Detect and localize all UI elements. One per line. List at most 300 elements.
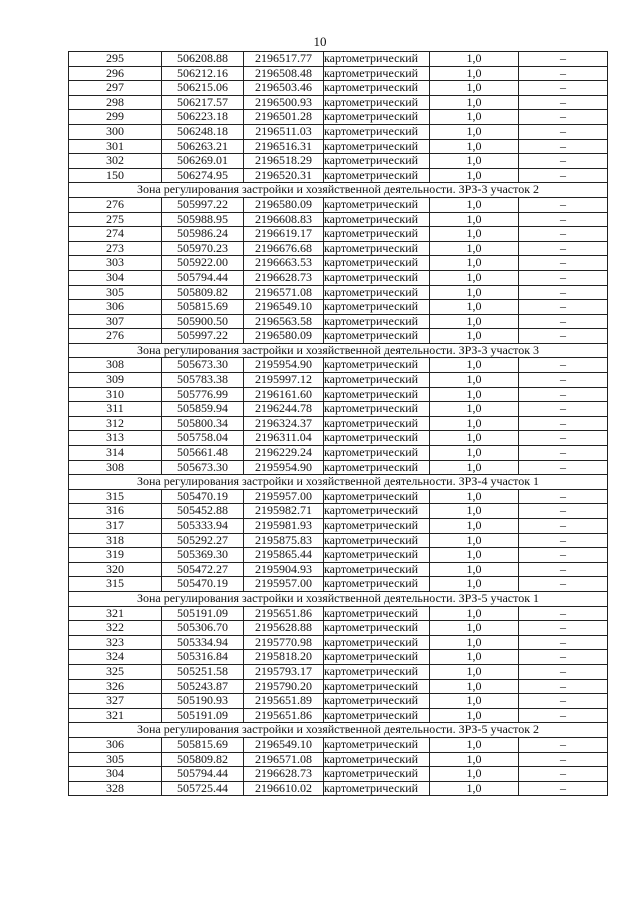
y-coordinate-cell: 2195954.90	[244, 358, 324, 373]
point-number-cell: 319	[69, 548, 162, 563]
accuracy-cell: 1,0	[430, 431, 519, 446]
accuracy-cell: 1,0	[430, 227, 519, 242]
y-coordinate-cell: 2195651.86	[244, 606, 324, 621]
note-cell: –	[519, 781, 608, 796]
note-cell: –	[519, 489, 608, 504]
method-cell: картометрический	[324, 664, 430, 679]
point-number-cell: 300	[69, 124, 162, 139]
zone-header-row	[69, 343, 608, 358]
point-number-cell: 325	[69, 664, 162, 679]
table-row	[69, 781, 608, 796]
x-coordinate-cell: 505243.87	[162, 679, 244, 694]
accuracy-cell: 1,0	[430, 81, 519, 96]
method-cell: картометрический	[324, 650, 430, 665]
accuracy-cell: 1,0	[430, 402, 519, 417]
note-cell: –	[519, 358, 608, 373]
x-coordinate-cell: 505776.99	[162, 387, 244, 402]
x-coordinate-cell: 505997.22	[162, 329, 244, 344]
table-row	[69, 52, 608, 67]
point-number-cell: 307	[69, 314, 162, 329]
x-coordinate-cell: 505809.82	[162, 752, 244, 767]
note-cell: –	[519, 154, 608, 169]
x-coordinate-cell: 505794.44	[162, 270, 244, 285]
y-coordinate-cell: 2196511.03	[244, 124, 324, 139]
x-coordinate-cell: 505794.44	[162, 767, 244, 782]
x-coordinate-cell: 505673.30	[162, 358, 244, 373]
point-number-cell: 306	[69, 300, 162, 315]
note-cell: –	[519, 270, 608, 285]
note-cell: –	[519, 373, 608, 388]
table-row	[69, 446, 608, 461]
method-cell: картометрический	[324, 533, 430, 548]
note-cell: –	[519, 679, 608, 694]
zone-header-row	[69, 183, 608, 198]
table-row	[69, 533, 608, 548]
accuracy-cell: 1,0	[430, 241, 519, 256]
x-coordinate-cell: 506223.18	[162, 110, 244, 125]
accuracy-cell: 1,0	[430, 519, 519, 534]
note-cell: –	[519, 577, 608, 592]
table-row	[69, 416, 608, 431]
table-row	[69, 329, 608, 344]
zone-header-row	[69, 591, 608, 606]
zone-title: Зона регулирования застройки и хозяйственной деятельности. ЗРЗ-4 участок 1	[69, 475, 608, 490]
x-coordinate-cell: 505333.94	[162, 519, 244, 534]
table-row	[69, 504, 608, 519]
accuracy-cell: 1,0	[430, 95, 519, 110]
y-coordinate-cell: 2195904.93	[244, 562, 324, 577]
note-cell: –	[519, 460, 608, 475]
method-cell: картометрический	[324, 694, 430, 709]
x-coordinate-cell: 505758.04	[162, 431, 244, 446]
point-number-cell: 321	[69, 606, 162, 621]
table-row	[69, 300, 608, 315]
x-coordinate-cell: 505306.70	[162, 621, 244, 636]
point-number-cell: 327	[69, 694, 162, 709]
method-cell: картометрический	[324, 387, 430, 402]
method-cell: картометрический	[324, 577, 430, 592]
y-coordinate-cell: 2195865.44	[244, 548, 324, 563]
note-cell: –	[519, 562, 608, 577]
method-cell: картометрический	[324, 752, 430, 767]
x-coordinate-cell: 505316.84	[162, 650, 244, 665]
note-cell: –	[519, 300, 608, 315]
accuracy-cell: 1,0	[430, 139, 519, 154]
x-coordinate-cell: 505292.27	[162, 533, 244, 548]
method-cell: картометрический	[324, 270, 430, 285]
method-cell: картометрический	[324, 197, 430, 212]
note-cell: –	[519, 329, 608, 344]
point-number-cell: 309	[69, 373, 162, 388]
table-row	[69, 256, 608, 271]
method-cell: картометрический	[324, 519, 430, 534]
note-cell: –	[519, 256, 608, 271]
note-cell: –	[519, 708, 608, 723]
table-row	[69, 95, 608, 110]
table-row	[69, 606, 608, 621]
note-cell: –	[519, 737, 608, 752]
point-number-cell: 299	[69, 110, 162, 125]
accuracy-cell: 1,0	[430, 416, 519, 431]
accuracy-cell: 1,0	[430, 270, 519, 285]
y-coordinate-cell: 2195875.83	[244, 533, 324, 548]
y-coordinate-cell: 2196517.77	[244, 52, 324, 67]
y-coordinate-cell: 2196516.31	[244, 139, 324, 154]
point-number-cell: 317	[69, 519, 162, 534]
method-cell: картометрический	[324, 66, 430, 81]
accuracy-cell: 1,0	[430, 168, 519, 183]
accuracy-cell: 1,0	[430, 358, 519, 373]
method-cell: картометрический	[324, 81, 430, 96]
accuracy-cell: 1,0	[430, 446, 519, 461]
y-coordinate-cell: 2196628.73	[244, 767, 324, 782]
accuracy-cell: 1,0	[430, 606, 519, 621]
y-coordinate-cell: 2196619.17	[244, 227, 324, 242]
x-coordinate-cell: 505191.09	[162, 708, 244, 723]
accuracy-cell: 1,0	[430, 635, 519, 650]
x-coordinate-cell: 505334.94	[162, 635, 244, 650]
accuracy-cell: 1,0	[430, 562, 519, 577]
note-cell: –	[519, 52, 608, 67]
accuracy-cell: 1,0	[430, 504, 519, 519]
method-cell: картометрический	[324, 562, 430, 577]
y-coordinate-cell: 2196610.02	[244, 781, 324, 796]
method-cell: картометрический	[324, 708, 430, 723]
note-cell: –	[519, 314, 608, 329]
note-cell: –	[519, 197, 608, 212]
y-coordinate-cell: 2196580.09	[244, 197, 324, 212]
y-coordinate-cell: 2196518.29	[244, 154, 324, 169]
point-number-cell: 275	[69, 212, 162, 227]
table-row	[69, 635, 608, 650]
y-coordinate-cell: 2196508.48	[244, 66, 324, 81]
x-coordinate-cell: 506215.06	[162, 81, 244, 96]
note-cell: –	[519, 110, 608, 125]
table-row	[69, 402, 608, 417]
y-coordinate-cell: 2196663.53	[244, 256, 324, 271]
x-coordinate-cell: 505970.23	[162, 241, 244, 256]
method-cell: картометрический	[324, 635, 430, 650]
y-coordinate-cell: 2196628.73	[244, 270, 324, 285]
method-cell: картометрический	[324, 781, 430, 796]
x-coordinate-cell: 506263.21	[162, 139, 244, 154]
zone-title: Зона регулирования застройки и хозяйственной деятельности. ЗРЗ-5 участок 2	[69, 723, 608, 738]
accuracy-cell: 1,0	[430, 212, 519, 227]
table-row	[69, 241, 608, 256]
method-cell: картометрический	[324, 139, 430, 154]
accuracy-cell: 1,0	[430, 66, 519, 81]
note-cell: –	[519, 241, 608, 256]
y-coordinate-cell: 2196549.10	[244, 737, 324, 752]
method-cell: картометрический	[324, 52, 430, 67]
table-row	[69, 562, 608, 577]
method-cell: картометрический	[324, 504, 430, 519]
point-number-cell: 276	[69, 329, 162, 344]
accuracy-cell: 1,0	[430, 708, 519, 723]
method-cell: картометрический	[324, 110, 430, 125]
y-coordinate-cell: 2196501.28	[244, 110, 324, 125]
x-coordinate-cell: 505673.30	[162, 460, 244, 475]
accuracy-cell: 1,0	[430, 110, 519, 125]
accuracy-cell: 1,0	[430, 256, 519, 271]
table-row	[69, 81, 608, 96]
note-cell: –	[519, 650, 608, 665]
table-row	[69, 489, 608, 504]
table-row	[69, 577, 608, 592]
y-coordinate-cell: 2195818.20	[244, 650, 324, 665]
note-cell: –	[519, 81, 608, 96]
point-number-cell: 321	[69, 708, 162, 723]
note-cell: –	[519, 212, 608, 227]
table-row	[69, 621, 608, 636]
accuracy-cell: 1,0	[430, 621, 519, 636]
point-number-cell: 323	[69, 635, 162, 650]
x-coordinate-cell: 505470.19	[162, 577, 244, 592]
note-cell: –	[519, 635, 608, 650]
y-coordinate-cell: 2195957.00	[244, 577, 324, 592]
point-number-cell: 298	[69, 95, 162, 110]
accuracy-cell: 1,0	[430, 489, 519, 504]
point-number-cell: 302	[69, 154, 162, 169]
method-cell: картометрический	[324, 621, 430, 636]
point-number-cell: 320	[69, 562, 162, 577]
accuracy-cell: 1,0	[430, 752, 519, 767]
y-coordinate-cell: 2195793.17	[244, 664, 324, 679]
point-number-cell: 314	[69, 446, 162, 461]
y-coordinate-cell: 2195954.90	[244, 460, 324, 475]
zone-header-row	[69, 475, 608, 490]
method-cell: картометрический	[324, 227, 430, 242]
accuracy-cell: 1,0	[430, 548, 519, 563]
table-row	[69, 548, 608, 563]
accuracy-cell: 1,0	[430, 577, 519, 592]
method-cell: картометрический	[324, 168, 430, 183]
point-number-cell: 326	[69, 679, 162, 694]
method-cell: картометрический	[324, 314, 430, 329]
point-number-cell: 324	[69, 650, 162, 665]
point-number-cell: 306	[69, 737, 162, 752]
y-coordinate-cell: 2195651.89	[244, 694, 324, 709]
note-cell: –	[519, 533, 608, 548]
accuracy-cell: 1,0	[430, 154, 519, 169]
method-cell: картометрический	[324, 460, 430, 475]
point-number-cell: 316	[69, 504, 162, 519]
accuracy-cell: 1,0	[430, 781, 519, 796]
table-row	[69, 285, 608, 300]
accuracy-cell: 1,0	[430, 767, 519, 782]
x-coordinate-cell: 505191.09	[162, 606, 244, 621]
zone-title: Зона регулирования застройки и хозяйственной деятельности. ЗРЗ-5 участок 1	[69, 591, 608, 606]
note-cell: –	[519, 431, 608, 446]
x-coordinate-cell: 505815.69	[162, 737, 244, 752]
x-coordinate-cell: 505986.24	[162, 227, 244, 242]
point-number-cell: 305	[69, 285, 162, 300]
page-number: 10	[313, 34, 327, 49]
point-number-cell: 315	[69, 577, 162, 592]
point-number-cell: 310	[69, 387, 162, 402]
x-coordinate-cell: 505452.88	[162, 504, 244, 519]
method-cell: картометрический	[324, 402, 430, 417]
table-row	[69, 752, 608, 767]
note-cell: –	[519, 402, 608, 417]
accuracy-cell: 1,0	[430, 373, 519, 388]
y-coordinate-cell: 2196161.60	[244, 387, 324, 402]
note-cell: –	[519, 227, 608, 242]
x-coordinate-cell: 505900.50	[162, 314, 244, 329]
point-number-cell: 318	[69, 533, 162, 548]
x-coordinate-cell: 505369.30	[162, 548, 244, 563]
accuracy-cell: 1,0	[430, 314, 519, 329]
y-coordinate-cell: 2195957.00	[244, 489, 324, 504]
accuracy-cell: 1,0	[430, 533, 519, 548]
y-coordinate-cell: 2195628.88	[244, 621, 324, 636]
zone-header-row	[69, 723, 608, 738]
method-cell: картометрический	[324, 358, 430, 373]
y-coordinate-cell: 2195770.98	[244, 635, 324, 650]
accuracy-cell: 1,0	[430, 694, 519, 709]
coordinates-table	[68, 51, 608, 796]
point-number-cell: 312	[69, 416, 162, 431]
table-row	[69, 212, 608, 227]
y-coordinate-cell: 2195651.86	[244, 708, 324, 723]
x-coordinate-cell: 506208.88	[162, 52, 244, 67]
table-row	[69, 270, 608, 285]
accuracy-cell: 1,0	[430, 329, 519, 344]
table-row	[69, 664, 608, 679]
table-row	[69, 168, 608, 183]
x-coordinate-cell: 506274.95	[162, 168, 244, 183]
method-cell: картометрический	[324, 241, 430, 256]
y-coordinate-cell: 2196580.09	[244, 329, 324, 344]
method-cell: картометрический	[324, 329, 430, 344]
note-cell: –	[519, 621, 608, 636]
x-coordinate-cell: 505859.94	[162, 402, 244, 417]
table-row	[69, 708, 608, 723]
table-row	[69, 66, 608, 81]
point-number-cell: 150	[69, 168, 162, 183]
table-row	[69, 679, 608, 694]
note-cell: –	[519, 139, 608, 154]
point-number-cell: 322	[69, 621, 162, 636]
method-cell: картометрический	[324, 548, 430, 563]
zone-title: Зона регулирования застройки и хозяйственной деятельности. ЗРЗ-3 участок 2	[69, 183, 608, 198]
y-coordinate-cell: 2196229.24	[244, 446, 324, 461]
table-row	[69, 519, 608, 534]
point-number-cell: 295	[69, 52, 162, 67]
method-cell: картометрический	[324, 737, 430, 752]
point-number-cell: 296	[69, 66, 162, 81]
table-row	[69, 139, 608, 154]
method-cell: картометрический	[324, 446, 430, 461]
point-number-cell: 274	[69, 227, 162, 242]
x-coordinate-cell: 506217.57	[162, 95, 244, 110]
note-cell: –	[519, 387, 608, 402]
y-coordinate-cell: 2196503.46	[244, 81, 324, 96]
table-row	[69, 767, 608, 782]
table-row	[69, 197, 608, 212]
x-coordinate-cell: 506248.18	[162, 124, 244, 139]
method-cell: картометрический	[324, 124, 430, 139]
note-cell: –	[519, 446, 608, 461]
accuracy-cell: 1,0	[430, 285, 519, 300]
table-row	[69, 460, 608, 475]
table-row	[69, 694, 608, 709]
method-cell: картометрический	[324, 300, 430, 315]
x-coordinate-cell: 505922.00	[162, 256, 244, 271]
x-coordinate-cell: 506212.16	[162, 66, 244, 81]
y-coordinate-cell: 2196324.37	[244, 416, 324, 431]
method-cell: картометрический	[324, 606, 430, 621]
note-cell: –	[519, 548, 608, 563]
table-row	[69, 373, 608, 388]
accuracy-cell: 1,0	[430, 387, 519, 402]
y-coordinate-cell: 2196244.78	[244, 402, 324, 417]
accuracy-cell: 1,0	[430, 679, 519, 694]
method-cell: картометрический	[324, 256, 430, 271]
note-cell: –	[519, 168, 608, 183]
method-cell: картометрический	[324, 95, 430, 110]
note-cell: –	[519, 504, 608, 519]
point-number-cell: 305	[69, 752, 162, 767]
note-cell: –	[519, 664, 608, 679]
x-coordinate-cell: 505800.34	[162, 416, 244, 431]
point-number-cell: 328	[69, 781, 162, 796]
table-row	[69, 314, 608, 329]
y-coordinate-cell: 2195997.12	[244, 373, 324, 388]
note-cell: –	[519, 519, 608, 534]
x-coordinate-cell: 505661.48	[162, 446, 244, 461]
y-coordinate-cell: 2195981.93	[244, 519, 324, 534]
note-cell: –	[519, 767, 608, 782]
table-row	[69, 387, 608, 402]
point-number-cell: 303	[69, 256, 162, 271]
point-number-cell: 313	[69, 431, 162, 446]
x-coordinate-cell: 505470.19	[162, 489, 244, 504]
method-cell: картометрический	[324, 212, 430, 227]
accuracy-cell: 1,0	[430, 737, 519, 752]
accuracy-cell: 1,0	[430, 664, 519, 679]
point-number-cell: 315	[69, 489, 162, 504]
method-cell: картометрический	[324, 416, 430, 431]
point-number-cell: 308	[69, 358, 162, 373]
note-cell: –	[519, 606, 608, 621]
y-coordinate-cell: 2195790.20	[244, 679, 324, 694]
note-cell: –	[519, 124, 608, 139]
x-coordinate-cell: 505988.95	[162, 212, 244, 227]
y-coordinate-cell: 2196520.31	[244, 168, 324, 183]
table-row	[69, 124, 608, 139]
accuracy-cell: 1,0	[430, 650, 519, 665]
x-coordinate-cell: 505472.27	[162, 562, 244, 577]
x-coordinate-cell: 505997.22	[162, 197, 244, 212]
x-coordinate-cell: 506269.01	[162, 154, 244, 169]
table-row	[69, 227, 608, 242]
y-coordinate-cell: 2196500.93	[244, 95, 324, 110]
note-cell: –	[519, 285, 608, 300]
method-cell: картометрический	[324, 285, 430, 300]
coordinates-table-body	[69, 52, 608, 796]
accuracy-cell: 1,0	[430, 52, 519, 67]
y-coordinate-cell: 2196608.83	[244, 212, 324, 227]
method-cell: картометрический	[324, 373, 430, 388]
y-coordinate-cell: 2196571.08	[244, 752, 324, 767]
point-number-cell: 308	[69, 460, 162, 475]
method-cell: картометрический	[324, 489, 430, 504]
point-number-cell: 301	[69, 139, 162, 154]
point-number-cell: 304	[69, 767, 162, 782]
table-row	[69, 154, 608, 169]
table-row	[69, 110, 608, 125]
